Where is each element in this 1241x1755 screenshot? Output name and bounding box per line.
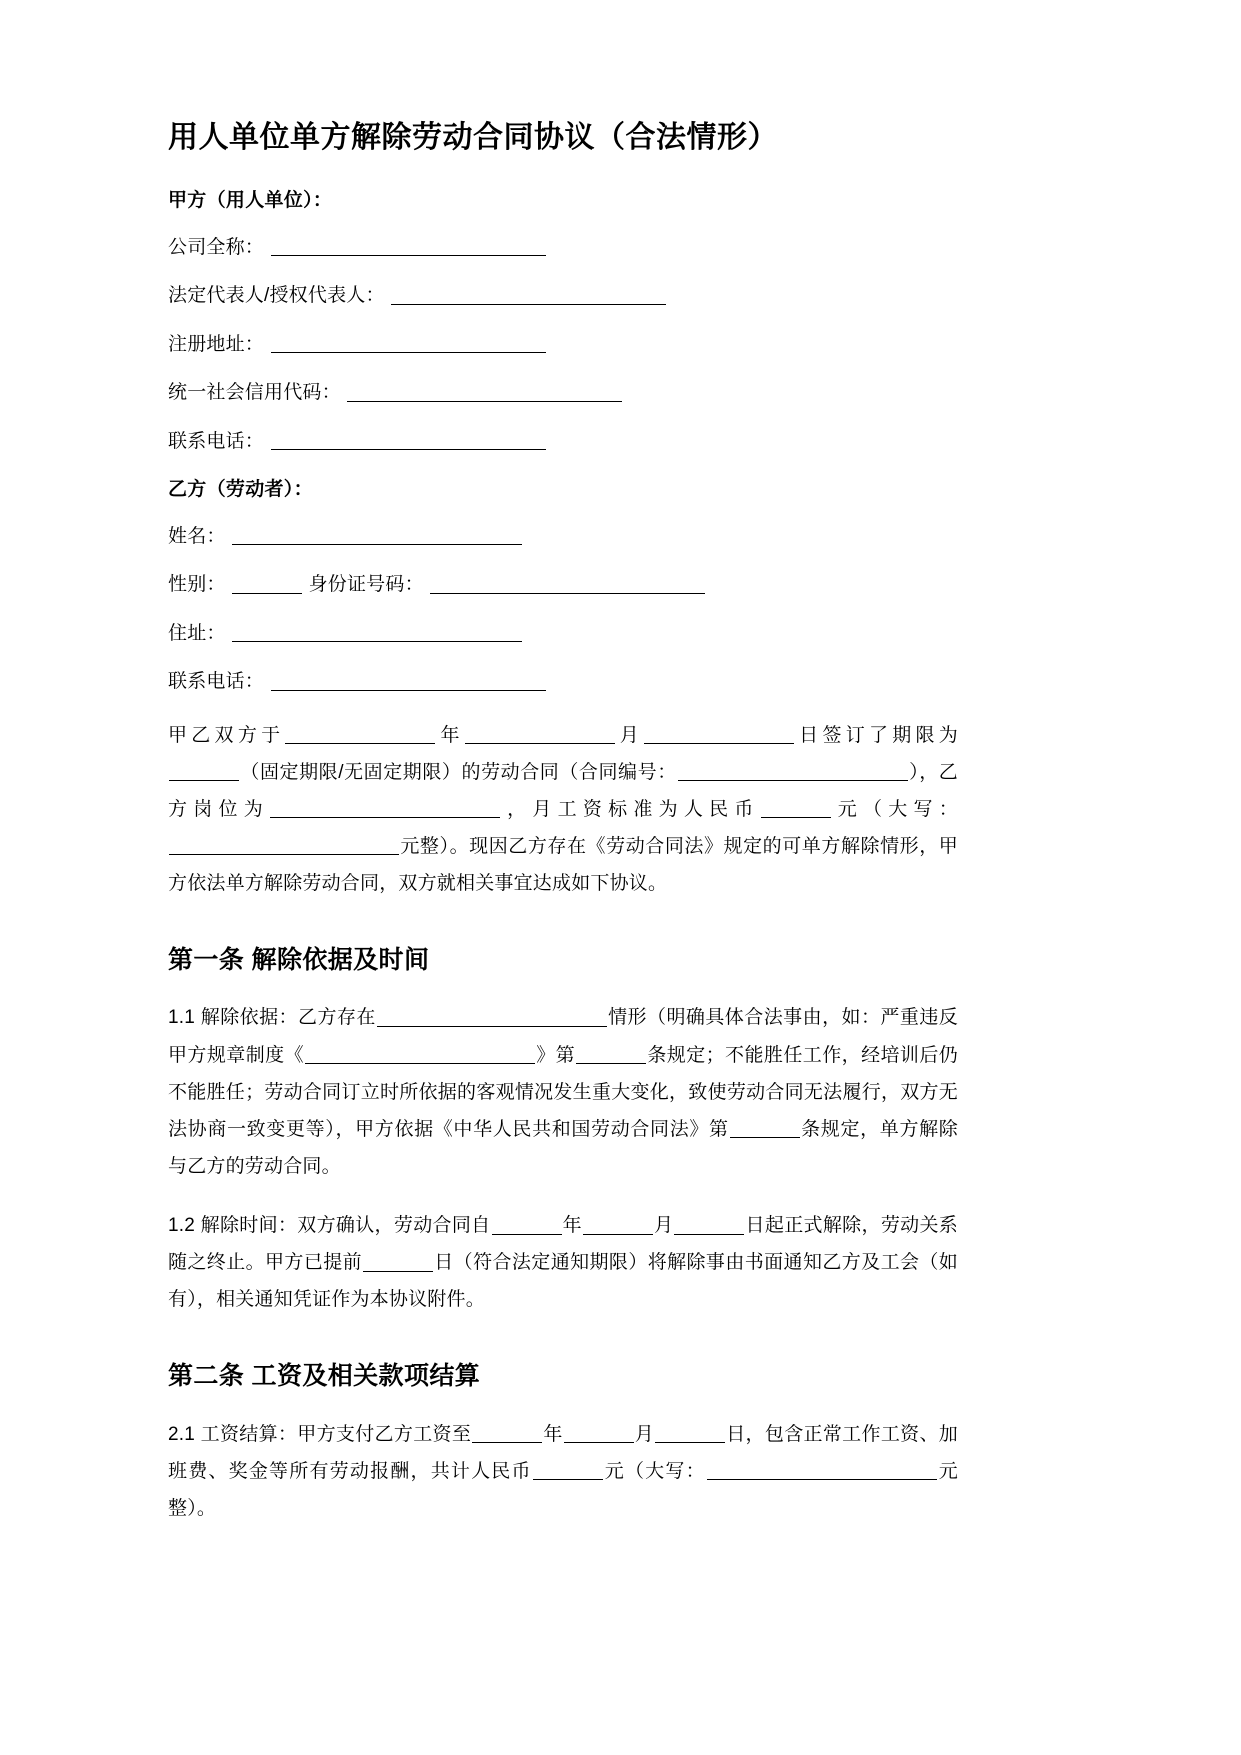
field-label: 法定代表人/授权代表人： <box>168 285 385 306</box>
clause-2-1 <box>168 1416 958 1527</box>
preamble-yuan: 元（大写： <box>831 798 958 820</box>
total-salary-blank[interactable] <box>533 1460 603 1481</box>
clause-1-1-seg4: 条规定；不能胜任工作，经培训后仍不能胜任；劳动合同订立时所依据的客观情况发生重大变化，致使劳动合同无法履行，双方无法协商一致变更等），甲方依据《中华人民共和国劳动合同法》第 <box>168 1044 958 1140</box>
party-a-phone-blank[interactable] <box>271 429 546 450</box>
sign-day-blank[interactable] <box>644 723 794 744</box>
preamble-month: 月 <box>615 724 644 746</box>
field-label: 公司全称： <box>168 236 265 258</box>
company-name-blank[interactable] <box>271 235 546 256</box>
field-company-name <box>168 234 958 263</box>
salary-in-words-blank[interactable] <box>169 835 399 856</box>
salary-month-blank[interactable] <box>564 1422 634 1443</box>
notice-days-blank[interactable] <box>363 1251 433 1272</box>
clause-1-1-seg1: 1.1 解除依据：乙方存在 <box>168 1007 376 1029</box>
termination-month-blank[interactable] <box>583 1214 653 1235</box>
gender-blank[interactable] <box>232 573 302 594</box>
company-rulebook-blank[interactable] <box>305 1043 535 1064</box>
clause-1-2-seg3: 日（符合法定通知期限）将解除事由书面通知乙方及工会（如有），相关通知凭证作为本协议附件。 <box>168 1251 958 1310</box>
contract-number-blank[interactable] <box>678 760 908 781</box>
preamble-term-note: （固定期限/无固定期限）的劳动合同（合同编号： <box>240 761 677 783</box>
law-article-blank[interactable] <box>730 1117 800 1138</box>
preamble-day: 日签订了期限为 <box>795 724 959 746</box>
field-label: 联系电话： <box>168 671 265 692</box>
sign-year-blank[interactable] <box>285 723 435 744</box>
field-label: 姓名： <box>168 525 226 547</box>
field-employee-name <box>168 523 958 552</box>
party-a-heading: 甲方（用人单位）： <box>168 190 333 211</box>
field-legal-representative <box>168 282 958 311</box>
party-b-heading: 乙方（劳动者）： <box>168 479 313 500</box>
monthly-salary-blank[interactable] <box>761 797 831 818</box>
field-party-a-phone <box>168 428 958 457</box>
document-body <box>168 118 958 1527</box>
clause-2-1-seg4: 元整）。 <box>168 1460 958 1519</box>
preamble-year: 年 <box>436 724 464 746</box>
field-gender-and-id <box>168 571 958 600</box>
field-label: 统一社会信用代码： <box>168 382 341 403</box>
clause-2-1-seg3: 元（大写： <box>603 1460 706 1482</box>
salary-day-blank[interactable] <box>655 1422 725 1443</box>
credit-code-blank[interactable] <box>347 381 622 402</box>
clause-2-1-month: 月 <box>634 1423 655 1445</box>
section-heading-1: 第一条 解除依据及时间 <box>168 945 430 974</box>
rulebook-article-blank[interactable] <box>576 1043 646 1064</box>
field-party-b-phone <box>168 668 958 697</box>
field-registered-address <box>168 331 958 360</box>
legal-representative-blank[interactable] <box>391 284 666 305</box>
clause-1-1-seg2: 情形（明确具体合法事由，如：严重违反甲方规章制度《 <box>168 1007 958 1066</box>
section-heading-2: 第二条 工资及相关款项结算 <box>168 1361 481 1390</box>
field-label: 注册地址： <box>168 333 265 355</box>
preamble-seg4: 元整）。现因乙方存在《劳动合同法》规定的可单方解除情形，甲方依法单方解除劳动合同，双方就相关事宜达成如下协议。 <box>168 835 958 894</box>
contract-term-blank[interactable] <box>169 760 239 781</box>
clause-2-1-year: 年 <box>543 1423 563 1445</box>
id-number-blank[interactable] <box>430 573 705 594</box>
preamble-seg1: 甲乙双方于 <box>168 724 285 746</box>
registered-address-blank[interactable] <box>271 332 546 353</box>
total-salary-words-blank[interactable] <box>707 1460 937 1481</box>
field-credit-code <box>168 379 958 408</box>
job-position-blank[interactable] <box>270 797 500 818</box>
field-label: 住址： <box>168 622 226 644</box>
clause-1-2 <box>168 1207 958 1318</box>
clause-1-2-month: 月 <box>653 1214 674 1236</box>
preamble-seg2: ），乙方岗位为 <box>168 761 958 820</box>
employee-address-blank[interactable] <box>232 621 522 642</box>
field-label: 联系电话： <box>168 430 265 452</box>
party-b-phone-blank[interactable] <box>271 670 546 691</box>
field-employee-address <box>168 620 958 649</box>
clause-1-2-year: 年 <box>562 1214 582 1236</box>
page-title: 用人单位单方解除劳动合同协议（合法情形） <box>168 121 778 154</box>
preamble-seg3: ，月工资标准为人民币 <box>501 798 760 820</box>
clause-1-2-seg2: 日起正式解除，劳动关系随之终止。甲方已提前 <box>168 1214 959 1273</box>
termination-reason-blank[interactable] <box>377 1006 607 1027</box>
preamble-paragraph <box>168 717 958 902</box>
clause-1-1 <box>168 999 958 1184</box>
clause-2-1-seg2: 日，包含正常工作工资、加班费、奖金等所有劳动报酬，共计人民币 <box>168 1423 959 1482</box>
sign-month-blank[interactable] <box>465 723 615 744</box>
termination-year-blank[interactable] <box>492 1214 562 1235</box>
clause-1-2-seg1: 1.2 解除时间：双方确认，劳动合同自 <box>168 1214 491 1236</box>
salary-year-blank[interactable] <box>472 1422 542 1443</box>
clause-2-1-seg1: 2.1 工资结算：甲方支付乙方工资至 <box>168 1423 472 1445</box>
clause-1-1-seg5: 条规定，单方解除与乙方的劳动合同。 <box>168 1118 958 1177</box>
employee-name-blank[interactable] <box>232 524 522 545</box>
field-label: 性别： <box>168 574 226 595</box>
clause-1-1-seg3: 》第 <box>536 1044 576 1066</box>
field-label: 身份证号码： <box>308 574 424 595</box>
termination-day-blank[interactable] <box>674 1214 744 1235</box>
